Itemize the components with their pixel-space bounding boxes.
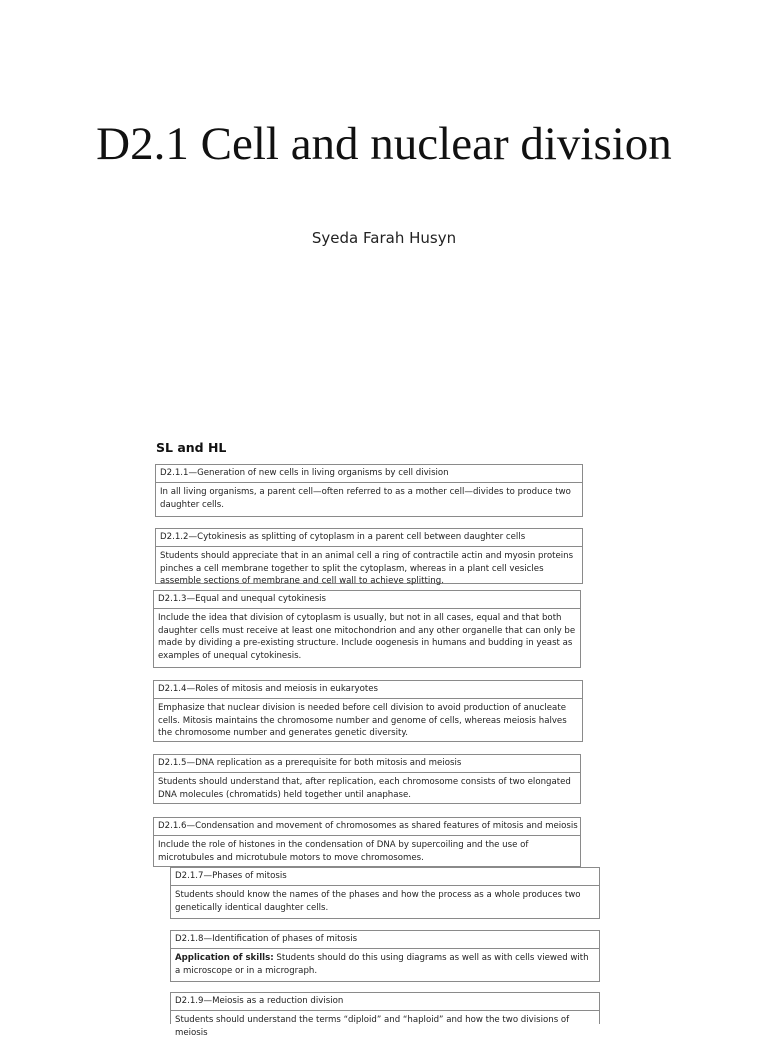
author-name: Syeda Farah Husyn bbox=[311, 229, 457, 247]
syllabus-item-d2-1-4 bbox=[153, 680, 583, 742]
item-description: Students should understand that, after replication, each chromosome consists of two elongated DNA molecules (chromatids) held together until anaphase. bbox=[158, 777, 571, 800]
syllabus-item-d2-1-8 bbox=[170, 930, 600, 982]
item-title: D2.1.6—Condensation and movement of chromosomes as shared features of mitosis and meiosis bbox=[154, 818, 580, 836]
item-description: Include the role of histones in the condensation of DNA by supercoiling and the use of microtubules and microtubule motors to move chromosomes. bbox=[158, 840, 529, 863]
item-title: D2.1.2—Cytokinesis as splitting of cytoplasm in a parent cell between daughter cells bbox=[156, 529, 582, 547]
syllabus-item-d2-1-1 bbox=[155, 464, 583, 517]
item-title: D2.1.3—Equal and unequal cytokinesis bbox=[154, 591, 580, 609]
syllabus-item-d2-1-7 bbox=[170, 867, 600, 919]
item-description: Include the idea that division of cytoplasm is usually, but not in all cases, equal and that both daughter cells must receive at least one mitochondrion and any other organelle that can only be made by dividing a pre-existing structure. Include oogenesis in humans and budding in yeast as examples of unequal cytokinesis. bbox=[158, 613, 576, 661]
item-description: In all living organisms, a parent cell—often referred to as a mother cell—divides to produce two daughter cells. bbox=[160, 487, 571, 510]
item-description: Students should understand the terms “diploid” and “haploid” and how the two divisions of meiosis bbox=[175, 1015, 570, 1038]
syllabus-item-d2-1-3 bbox=[153, 590, 581, 668]
item-title: D2.1.4—Roles of mitosis and meiosis in eukaryotes bbox=[154, 681, 582, 699]
syllabus-item-d2-1-6 bbox=[153, 817, 581, 867]
item-title: D2.1.5—DNA replication as a prerequisite for both mitosis and meiosis bbox=[154, 755, 580, 773]
section-heading: SL and HL bbox=[156, 440, 227, 455]
item-description: Emphasize that nuclear division is needed before cell division to avoid production of anucleate cells. Mitosis maintains the chromosome number and genome of cells, whereas meiosis halves the chromosome number and generates genetic diversity. bbox=[158, 703, 567, 738]
syllabus-item-d2-1-9 bbox=[170, 992, 600, 1038]
item-title: D2.1.1—Generation of new cells in living organisms by cell division bbox=[156, 465, 582, 483]
item-description: Students should know the names of the phases and how the process as a whole produces two genetically identical daughter cells. bbox=[175, 890, 581, 913]
item-description: Students should appreciate that in an animal cell a ring of contractile actin and myosin proteins pinches a cell membrane together to split the cytoplasm, whereas in a plant cell vesicles assemble sections of membrane and cell wall to achieve splitting. bbox=[160, 551, 574, 586]
item-title: D2.1.7—Phases of mitosis bbox=[171, 868, 599, 886]
item-title: D2.1.9—Meiosis as a reduction division bbox=[171, 993, 599, 1011]
item-title: D2.1.8—Identification of phases of mitosis bbox=[171, 931, 599, 949]
syllabus-item-d2-1-2 bbox=[155, 528, 583, 584]
syllabus-item-d2-1-5 bbox=[153, 754, 581, 804]
item-description: Application of skills: Students should do this using diagrams as well as with cells viewed with a microscope or in a micrograph. bbox=[175, 953, 589, 976]
slide-title: D2.1 Cell and nuclear division bbox=[96, 118, 672, 170]
